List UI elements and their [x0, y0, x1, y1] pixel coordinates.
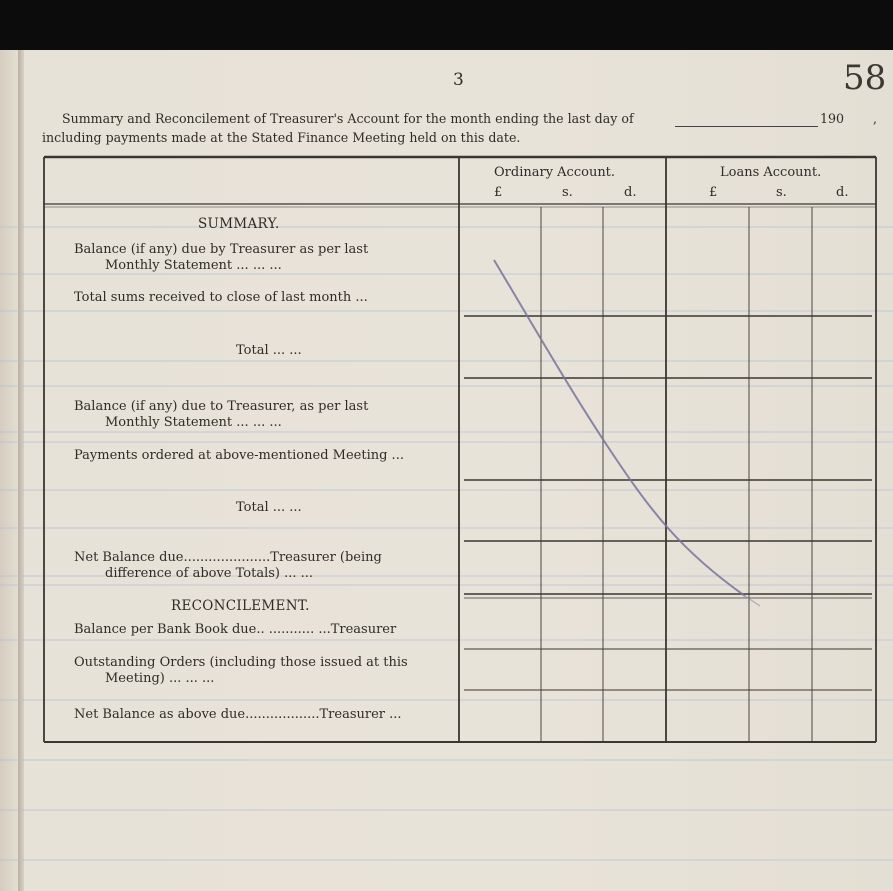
col-loans-pence: d. — [836, 185, 849, 200]
col-loans-pounds: £ — [709, 185, 718, 200]
heading-line-1: Summary and Reconcilement of Treasurer's Account for the month ending the last day of — [62, 111, 634, 126]
col-ordinary-pence: d. — [624, 185, 637, 200]
scan-top-border — [0, 0, 893, 50]
row-payments-ordered: Payments ordered at above-mentioned Meeting ... — [74, 448, 404, 463]
row-balance-to-treasurer-l2: Monthly Statement ... ... ... — [105, 415, 282, 430]
row-balance-by-treasurer-l1: Balance (if any) due by Treasurer as per last — [74, 242, 369, 257]
row-total-1: Total ... ... — [236, 343, 302, 358]
row-net-balance-l2: difference of above Totals) ... ... — [105, 566, 314, 581]
reconcilement-title: RECONCILEMENT. — [171, 598, 310, 614]
heading-comma: , — [873, 111, 878, 126]
page-spine — [18, 50, 24, 891]
page-number: 3 — [453, 70, 464, 90]
row-outstanding-orders-l2: Meeting) ... ... ... — [105, 671, 215, 686]
col-loans-shillings: s. — [776, 185, 787, 200]
month-blank-line — [675, 126, 818, 127]
heading-year: 190 — [820, 111, 845, 126]
row-balance-to-treasurer-l1: Balance (if any) due to Treasurer, as per last — [74, 399, 369, 414]
sheet-number: 58 — [843, 58, 887, 98]
row-outstanding-orders-l1: Outstanding Orders (including those issued at this — [74, 655, 408, 670]
loans-account-header: Loans Account. — [720, 165, 822, 180]
row-net-balance-as-above: Net Balance as above due..................Treasurer ... — [74, 707, 402, 722]
row-net-balance-l1: Net Balance due.....................Treasurer (being — [74, 550, 382, 565]
ordinary-account-header: Ordinary Account. — [494, 165, 616, 180]
row-balance-by-treasurer-l2: Monthly Statement ... ... ... — [105, 258, 282, 273]
heading-line-2: including payments made at the Stated Finance Meeting held on this date. — [42, 130, 521, 145]
row-bank-book-balance: Balance per Bank Book due.. ........... ...Treasurer — [74, 622, 397, 637]
col-ordinary-shillings: s. — [562, 185, 573, 200]
row-total-2: Total ... ... — [236, 500, 302, 515]
row-total-sums-received: Total sums received to close of last month ... — [74, 290, 368, 305]
summary-title: SUMMARY. — [198, 216, 280, 232]
col-ordinary-pounds: £ — [494, 185, 503, 200]
